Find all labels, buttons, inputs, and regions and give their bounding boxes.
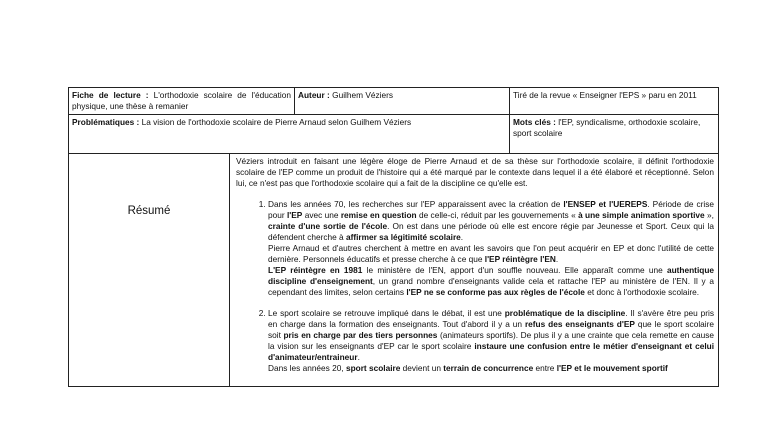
bold-span: l'EP réintègre l'EN (484, 254, 556, 264)
motscles-value: l'EP, syndicalisme, orthodoxie scolaire, sport scolaire (513, 117, 701, 138)
fiche-title: L'orthodoxie scolaire de l'éducation physique, une thèse à remanier (72, 90, 291, 111)
resume-row (69, 154, 719, 387)
text-span: avec une (302, 210, 341, 220)
bold-span: instaure une confusion entre le métier d'enseignant et celui d'animateur/entraineur (268, 341, 714, 362)
text-span: . Il s'avère être peu pris en charge dans la formation des enseignants. Tout d'abord il y a un (268, 308, 715, 329)
problematique-value: La vision de l'orthodoxie scolaire de Pierre Arnaud selon Guilhem Véziers (141, 117, 412, 127)
paragraph-1 (268, 199, 714, 243)
bold-span: l'EP (286, 210, 303, 220)
bold-span: terrain de concurrence (443, 363, 534, 373)
list-item (268, 308, 714, 374)
text-span: Dans les années 70, les recherches sur l'EP apparaissent avec la création de (268, 199, 564, 209)
text-span: . (555, 254, 559, 264)
text-span: Pierre Arnaud et d'autres cherchent à mettre en avant les savoirs que l'on peut acquérir en EP et donc l'utilité de cette dernière. Personnels éducatifs et presse cherche à ce que (268, 243, 714, 264)
text-span: (animateurs sportifs). De plus il y a une crainte que cela remette en cause la vision sur les enseignants d'EP car le sport scolaire (268, 330, 714, 351)
text-span: . (460, 232, 464, 242)
bold-span: affirmer sa légitimité scolaire (345, 232, 461, 242)
text-span: le ministère de l'EN, apport d'un souffle nouveau. Elle apparaît comme une (362, 265, 667, 275)
text-span: », (704, 210, 714, 220)
bold-span: l'ENSEP et l'UEREPS (563, 199, 648, 209)
text-span: et donc à l'orthodoxie scolaire. (584, 287, 700, 297)
text-span: Dans les années 20, (268, 363, 346, 373)
problematique-label: Problématiques : (72, 117, 140, 127)
list-item (268, 199, 714, 298)
paragraph-2b (268, 363, 714, 374)
auteur-label: Auteur : (298, 90, 330, 100)
fiche-cell (69, 88, 295, 115)
source-cell (510, 88, 719, 115)
bold-span: remise en question (340, 210, 417, 220)
resume-intro: Véziers introduit en faisant une légère éloge de Pierre Arnaud et de sa thèse sur l'orthodoxie scolaire, il définit l'orthodoxie scolaire de l'EP comme un produit de l'histoire qui a été marqué par le contexte dans lequel il a été élaboré et réceptionné. Selon lui, ce n'est pas que l'orthodoxie scolaire qui a fait de la discipline ce qu'elle est. (236, 156, 714, 188)
auteur-value: Guilhem Véziers (332, 90, 393, 100)
header-row (69, 88, 719, 115)
text-span: Le sport scolaire se retrouve impliqué dans le débat, il est une (268, 308, 505, 318)
bold-span: pris en charge par des tiers personnes (283, 330, 438, 340)
paragraph-1b (268, 243, 714, 265)
paragraph-2 (268, 308, 714, 363)
reading-sheet-table (68, 87, 719, 387)
motscles-label: Mots clés : (513, 117, 556, 127)
text-span: . On est dans une période où elle est encore régie par Jeunesse et Sport. Ceux qui la défendent cherche à (268, 221, 714, 242)
bold-span: sport scolaire (345, 363, 401, 373)
bold-span: problématique de la discipline (504, 308, 626, 318)
auteur-cell (295, 88, 510, 115)
bold-span: authentique discipline d'enseignement (268, 265, 714, 286)
text-span: . (357, 352, 360, 362)
resume-list (236, 199, 714, 374)
bold-span: l'EP ne se conforme pas aux règles de l'école (406, 287, 585, 297)
source-text: Tiré de la revue « Enseigner l'EPS » paru en 2011 (513, 90, 697, 100)
text-span: , un grand nombre d'enseignants valide cela et rattache l'EP au ministère de l'EN. Il y a cependant des limites, selon certains (268, 276, 715, 297)
motscles-cell (510, 115, 719, 154)
bold-span: crainte d'une sortie de l'école (268, 221, 388, 231)
bold-span: refus des enseignants d'EP (524, 319, 635, 329)
bold-span: L'EP réintègre en 1981 (268, 265, 363, 275)
fiche-label: Fiche de lecture : (72, 90, 149, 100)
bold-span: à une simple animation sportive (578, 210, 705, 220)
resume-label-cell (69, 154, 230, 387)
resume-label: Résumé (127, 205, 171, 217)
bold-span: l'EP et le mouvement sportif (556, 363, 668, 373)
problematique-cell (69, 115, 510, 154)
resume-content-cell (230, 154, 719, 387)
text-span: . Période de crise pour (268, 199, 714, 220)
text-span: devient un (400, 363, 444, 373)
text-span: de celle-ci, réduit par les gouvernements « (416, 210, 579, 220)
problematique-row (69, 115, 719, 154)
paragraph-1c (268, 265, 714, 298)
text-span: que le sport scolaire soit (268, 319, 714, 340)
text-span: entre (533, 363, 557, 373)
